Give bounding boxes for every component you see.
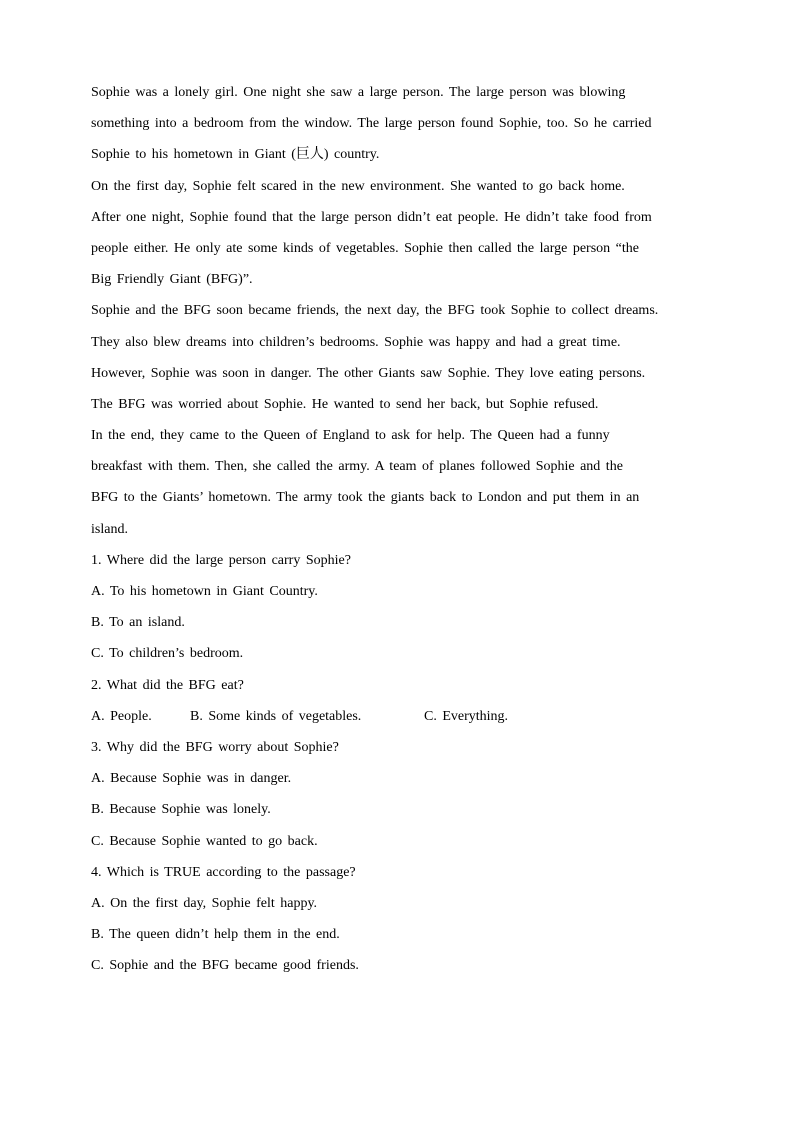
passage-line: The BFG was worried about Sophie. He wanted to send her back, but Sophie refused. [91, 396, 599, 412]
passage-line: breakfast with them. Then, she called the army. A team of planes followed Sophie and the [91, 459, 623, 475]
passage-line: something into a bedroom from the window. The large person found Sophie, too. So he carried [91, 116, 652, 132]
answer-option: C. Sophie and the BFG became good friends. [91, 958, 359, 974]
question-stem: 1. Where did the large person carry Sophie? [91, 552, 351, 568]
passage-line: They also blew dreams into children’s bedrooms. Sophie was happy and had a great time. [91, 334, 621, 350]
question-stem: 4. Which is TRUE according to the passage? [91, 864, 356, 880]
passage-line: island. [91, 521, 128, 537]
question-4 [91, 857, 711, 982]
answer-option: C. Everything. [424, 708, 509, 724]
answer-option: B. The queen didn’t help them in the end. [91, 927, 340, 943]
passage-line: Sophie and the BFG soon became friends, the next day, the BFG took Sophie to collect dreams. [91, 303, 659, 319]
answer-option: B. Because Sophie was lonely. [91, 802, 271, 818]
question-stem: 3. Why did the BFG worry about Sophie? [91, 739, 339, 755]
passage-line: Sophie was a lonely girl. One night she saw a large person. The large person was blowing [91, 85, 626, 100]
document-page [91, 77, 711, 981]
question-2 [91, 670, 711, 732]
passage [91, 77, 711, 545]
passage-line: Big Friendly Giant (BFG)”. [91, 272, 253, 288]
question-1 [91, 545, 711, 670]
answer-option: A. Because Sophie was in danger. [91, 771, 292, 787]
passage-line: However, Sophie was soon in danger. The other Giants saw Sophie. They love eating persons. [91, 365, 646, 381]
passage-line: BFG to the Giants’ hometown. The army took the giants back to London and put them in an [91, 490, 640, 506]
answer-option: A. To his hometown in Giant Country. [91, 584, 318, 599]
answer-option: B. Some kinds of vegetables. [190, 708, 362, 724]
answer-option: B. To an island. [91, 615, 185, 631]
question-stem: 2. What did the BFG eat? [91, 677, 244, 693]
answer-option: C. To children’s bedroom. [91, 646, 244, 662]
answer-option: A. On the first day, Sophie felt happy. [91, 895, 318, 911]
passage-line: In the end, they came to the Queen of England to ask for help. The Queen had a funny [91, 428, 610, 444]
answer-option: C. Because Sophie wanted to go back. [91, 833, 318, 849]
passage-line: Sophie to his hometown in Giant (巨人) country. [91, 147, 380, 163]
passage-line: people either. He only ate some kinds of vegetables. Sophie then called the large person “the [91, 240, 639, 256]
passage-line: On the first day, Sophie felt scared in the new environment. She wanted to go back home. [91, 178, 625, 194]
question-3 [91, 732, 711, 857]
answer-option: A. People. [91, 708, 152, 724]
answer-options-row [91, 701, 711, 732]
passage-line: After one night, Sophie found that the large person didn’t eat people. He didn’t take food from [91, 209, 652, 225]
